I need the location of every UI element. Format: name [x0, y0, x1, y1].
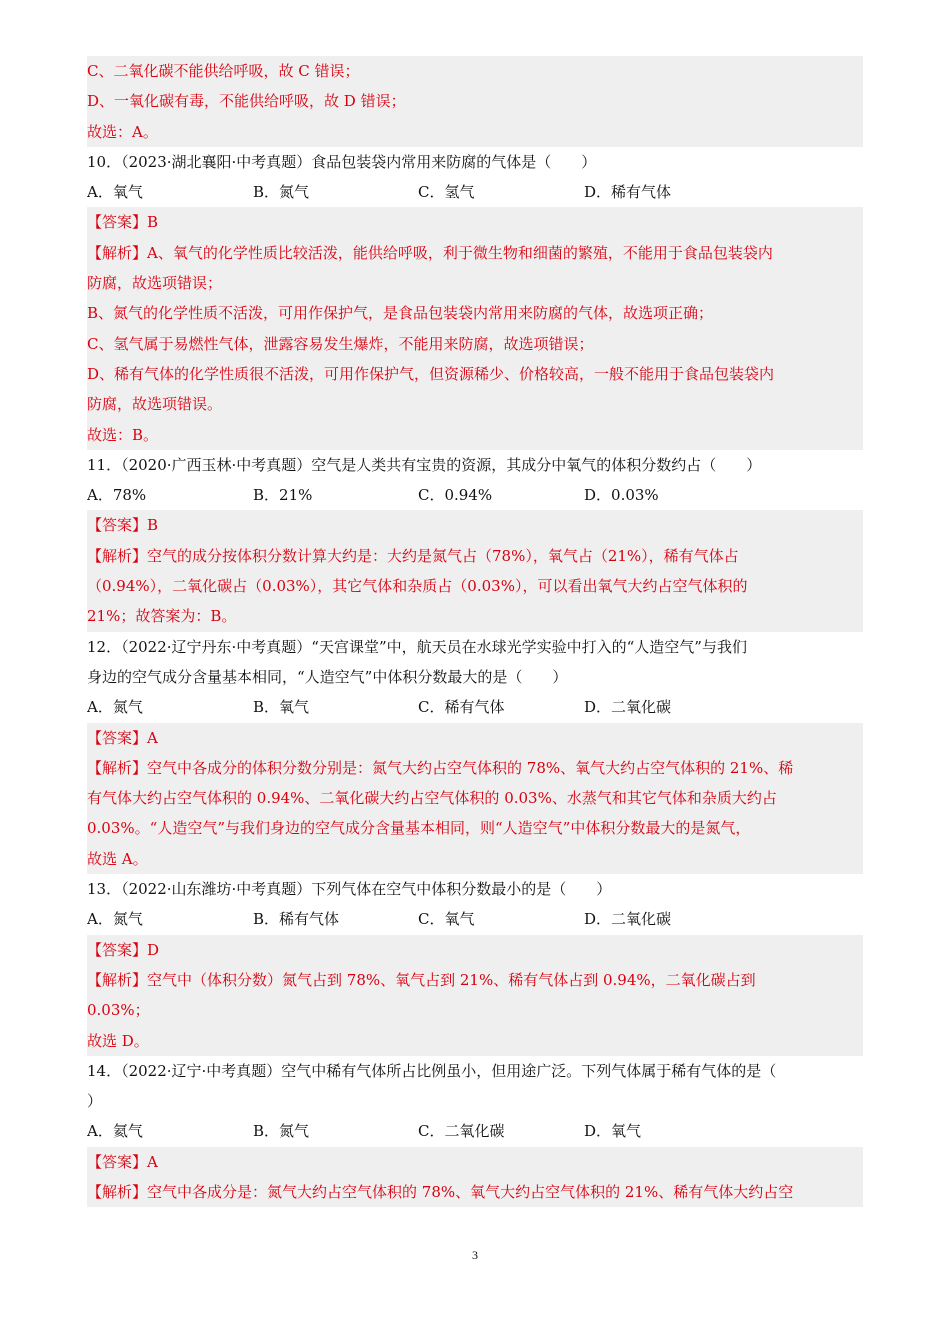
answer-block [87, 207, 863, 449]
analysis-line: C、氢气属于易燃性气体，泄露容易发生爆炸，不能用来防腐，故选项错误； [87, 334, 594, 353]
option-d: D．稀有气体 [584, 183, 672, 202]
analysis-line: 故选 D。 [87, 1031, 149, 1050]
analysis-line: 【解析】空气的成分按体积分数计算大约是：大约是氮气占（78%），氧气占（21%），稀有气体占 [87, 546, 739, 565]
analysis-line: 【解析】空气中各成分的体积分数分别是：氮气大约占空气体积的 78%、氧气大约占空气体积的 21%、稀 [87, 758, 794, 777]
question-11 [87, 450, 863, 632]
analysis-line: 防腐，故选项错误。 [87, 395, 223, 414]
question-options [87, 904, 863, 934]
analysis-line: 故选：A。 [87, 122, 158, 141]
analysis-line: 有气体大约占空气体积的 0.94%、二氧化碳大约占空气体积的 0.03%、水蒸气和其它气体和杂质大约占 [87, 789, 777, 808]
answer-block [87, 510, 863, 631]
option-d: D．0.03% [584, 486, 659, 505]
analysis-line: 【解析】A、氧气的化学性质比较活泼，能供给呼吸，利于微生物和细菌的繁殖，不能用于食品包装袋内 [87, 243, 773, 262]
analysis-line: C、二氧化碳不能供给呼吸，故 C 错误； [87, 62, 360, 80]
option-c: C．稀有气体 [418, 698, 505, 717]
analysis-line: 【解析】空气中（体积分数）氮气占到 78%、氧气占到 21%、稀有气体占到 0.94%，二氧化碳占到 [87, 970, 756, 989]
answer-line: 【答案】B [87, 213, 159, 232]
question-14 [87, 1056, 863, 1207]
option-a: A．氦气 [87, 1122, 143, 1141]
answer-line: 【答案】A [87, 728, 158, 747]
previous-analysis-tail [87, 56, 863, 147]
document-body [87, 56, 863, 1207]
option-d: D．二氧化碳 [584, 910, 672, 929]
answer-block [87, 935, 863, 1056]
option-b: B．21% [253, 486, 313, 505]
analysis-line: （0.94%），二氧化碳占（0.03%），其它气体和杂质占（0.03%），可以看出氧气大约占空气体积的 [87, 577, 748, 596]
answer-line: 【答案】D [87, 940, 160, 959]
option-a: A．氮气 [87, 910, 143, 929]
answer-block [87, 1147, 863, 1208]
option-b: B．稀有气体 [253, 910, 340, 929]
option-c: C．氧气 [418, 910, 475, 929]
option-d: D．二氧化碳 [584, 698, 672, 717]
question-stem: 13．（2022·山东潍坊·中考真题）下列气体在空气中体积分数最小的是（ ） [87, 880, 612, 899]
option-c: C．氢气 [418, 183, 475, 202]
analysis-line: 【解析】空气中各成分是：氮气大约占空气体积的 78%、氧气大约占空气体积的 21%、稀有气体大约占空 [87, 1182, 794, 1201]
option-c: C．二氧化碳 [418, 1122, 505, 1141]
analysis-line: 0.03%； [87, 1001, 150, 1020]
analysis-line: 故选：B。 [87, 425, 159, 444]
option-a: A．氧气 [87, 183, 143, 202]
option-c: C．0.94% [418, 486, 493, 505]
page-number: 3 [472, 1248, 478, 1262]
analysis-line: B、氮气的化学性质不活泼，可用作保护气，是食品包装袋内常用来防腐的气体，故选项正确； [87, 304, 714, 323]
analysis-line: D、稀有气体的化学性质很不活泼，可用作保护气，但资源稀少、价格较高，一般不能用于食品包装袋内 [87, 364, 775, 383]
analysis-line: D、一氧化碳有毒，不能供给呼吸，故 D 错误； [87, 92, 406, 111]
option-b: B．氮气 [253, 1122, 310, 1141]
question-options [87, 177, 863, 207]
option-a: A．氮气 [87, 698, 143, 717]
answer-line: 【答案】A [87, 1152, 158, 1171]
question-12 [87, 632, 863, 874]
question-options [87, 480, 863, 510]
answer-block [87, 723, 863, 874]
question-stem: 身边的空气成分含量基本相同，“人造空气”中体积分数最大的是（ ） [87, 667, 568, 686]
analysis-line: 21%；故答案为：B。 [87, 607, 237, 626]
option-a: A．78% [87, 486, 147, 505]
analysis-line: 故选 A。 [87, 849, 148, 868]
answer-line: 【答案】B [87, 516, 159, 535]
question-stem: 12．（2022·辽宁丹东·中考真题）“天宫课堂”中，航天员在水球光学实验中打入的“人造空气”与我们 [87, 637, 747, 656]
option-b: B．氮气 [253, 183, 310, 202]
question-options [87, 1116, 863, 1146]
option-b: B．氧气 [253, 698, 310, 717]
question-options [87, 692, 863, 722]
option-d: D．氧气 [584, 1122, 642, 1141]
analysis-line: 0.03%。“人造空气”与我们身边的空气成分含量基本相同，则“人造空气”中体积分数最大的是氮气， [87, 819, 751, 838]
analysis-line: 防腐，故选项错误； [87, 274, 223, 293]
question-stem: 10．（2023·湖北襄阳·中考真题）食品包装袋内常用来防腐的气体是（ ） [87, 152, 597, 171]
question-13 [87, 874, 863, 1056]
question-10 [87, 147, 863, 450]
question-stem: 14．（2022·辽宁·中考真题）空气中稀有气体所占比例虽小，但用途广泛。下列气体属于稀有气体的是（ [87, 1061, 777, 1080]
question-stem: ） [87, 1092, 103, 1111]
question-stem: 11．（2020·广西玉林·中考真题）空气是人类共有宝贵的资源，其成分中氧气的体积分数约占（ ） [87, 455, 762, 474]
